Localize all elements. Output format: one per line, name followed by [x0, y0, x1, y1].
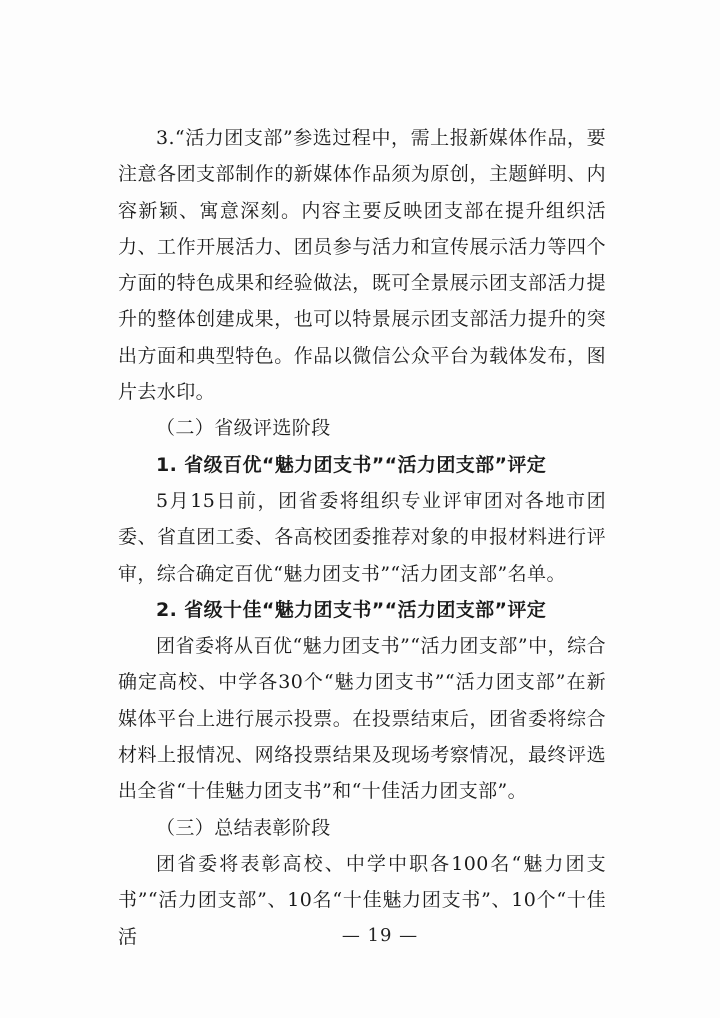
document-body	[118, 120, 606, 955]
para-new-media-requirements: 3.“活力团支部”参选过程中，需上报新媒体作品，要注意各团支部制作的新媒体作品须为原创，主题鲜明、内容新颖、寓意深刻。内容主要反映团支部在提升组织活力、工作开展活力、团员参与活力和宣传展示活力等四个方面的特色成果和经验做法，既可全景展示团支部活力提升的整体创建成果，也可以特景展示团支部活力提升的突出方面和典型特色。作品以微信公众平台为载体发布，图片去水印。	[118, 127, 606, 404]
section-heading-provincial-selection: （二）省级评选阶段	[156, 417, 331, 440]
page-number: — 19 —	[341, 925, 419, 946]
subheading-provincial-top100: 1. 省级百优“魅力团支书”“活力团支部”评定	[156, 453, 547, 476]
para-top100-review: 5月15日前，团省委将组织专业评审团对各地市团委、省直团工委、各高校团委推荐对象的申报材料进行评审，综合确定百优“魅力团支书”“活力团支部”名单。	[118, 489, 606, 585]
section-heading-commendation: （三）总结表彰阶段	[156, 816, 331, 839]
para-commendation: 团省委将表彰高校、中学中职各100名“魅力团支书”“活力团支部”、10名“十佳魅力团支书”、10个“十佳活	[118, 852, 606, 948]
para-top10-voting: 团省委将从百优“魅力团支书”“活力团支部”中，综合确定高校、中学各30个“魅力团支书”“活力团支部”在新媒体平台上进行展示投票。在投票结束后，团省委将综合材料上报情况、网络投票结果及现场考察情况，最终评选出全省“十佳魅力团支书”和“十佳活力团支部”。	[118, 635, 606, 803]
subheading-provincial-top10: 2. 省级十佳“魅力团支书”“活力团支部”评定	[156, 598, 547, 621]
